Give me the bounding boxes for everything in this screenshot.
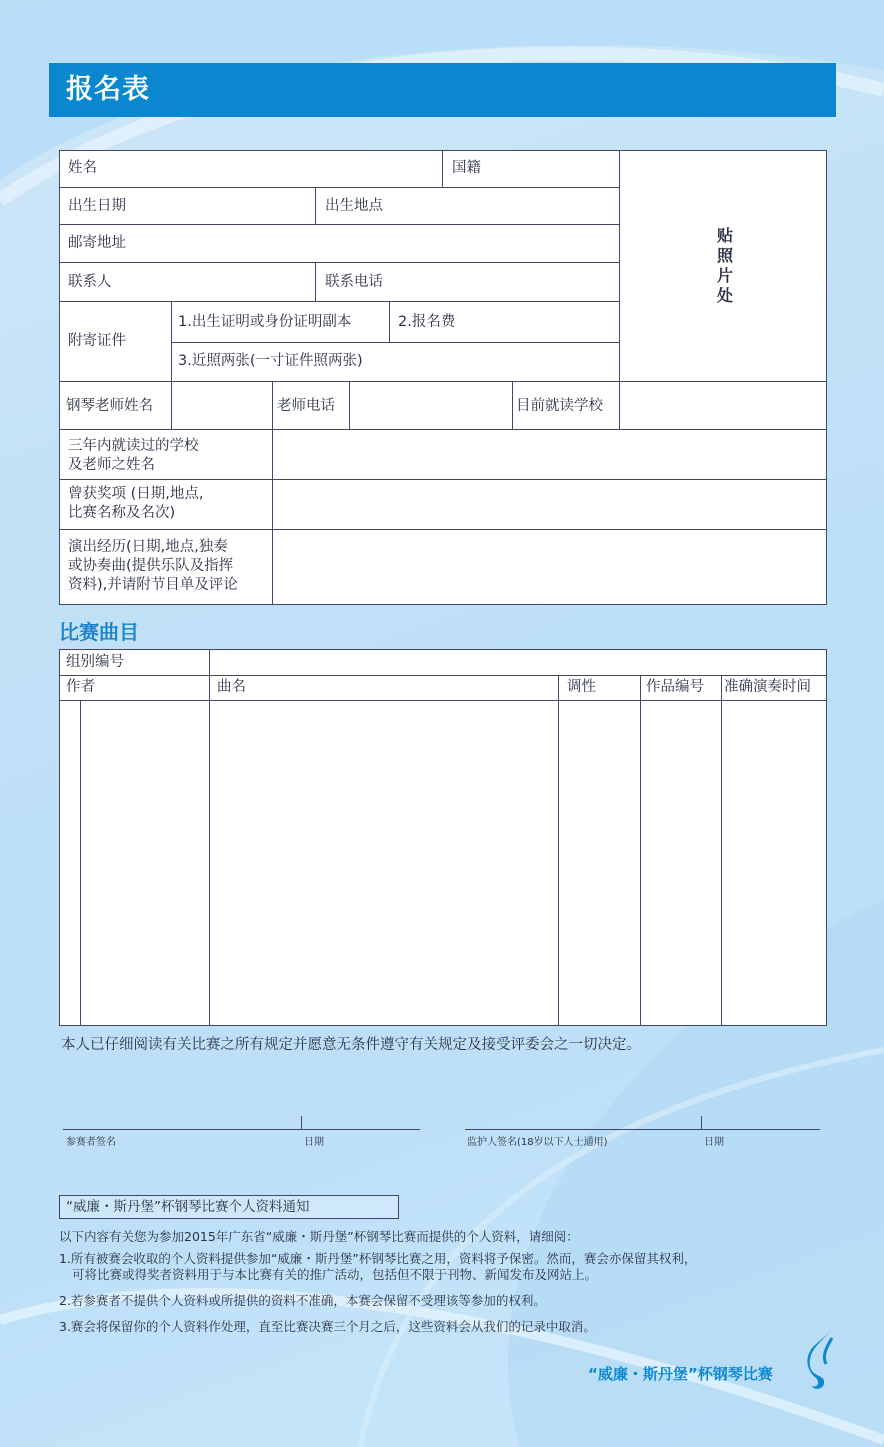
group-number-label: 组别编号	[66, 654, 124, 670]
participant-signature-label: 参赛者签名	[66, 1137, 116, 1148]
address-label: 邮寄地址	[68, 235, 126, 251]
form-divider	[512, 381, 513, 429]
form-divider	[272, 381, 273, 605]
birth-place-label: 出生地点	[325, 198, 383, 214]
competition-brand: “威廉・斯丹堡”杯钢琴比赛	[588, 1365, 773, 1383]
page-title: 报名表	[49, 63, 836, 117]
privacy-notice-intro: 以下内容有关您为参加2015年广东省“威廉・斯丹堡”杯钢琴比赛而提供的个人资料，请细阅：	[59, 1229, 579, 1244]
performances-label: 演出经历(日期,地点,独奏 或协奏曲(提供乐队及指挥 资料),并请附节目单及评论	[68, 539, 238, 593]
table-divider	[209, 649, 210, 1026]
duration-header: 准确演奏时间	[724, 679, 811, 695]
form-divider	[59, 429, 827, 430]
teacher-name-label: 钢琴老师姓名	[66, 398, 153, 414]
attachment-3-label: 3.近照两张(一寸证件照两张)	[178, 353, 363, 369]
guardian-signature-label: 监护人签名(18岁以下人士通用)	[467, 1137, 608, 1148]
registration-form	[59, 150, 827, 605]
form-divider	[349, 381, 350, 429]
table-divider	[59, 700, 827, 701]
repertoire-title: 比赛曲目	[59, 620, 139, 644]
contact-label: 联系人	[68, 274, 112, 290]
nationality-label: 国籍	[452, 160, 481, 176]
form-divider	[59, 301, 619, 302]
past-schools-label: 三年内就读过的学校 及老师之姓名	[68, 438, 199, 473]
privacy-notice-item-3: 3.赛会将保留你的个人资料作处理，直至比赛决赛三个月之后，这些资料会从我们的记录中取消。	[59, 1319, 596, 1334]
form-divider	[59, 262, 619, 263]
table-divider	[59, 675, 827, 676]
awards-label: 曾获奖项 (日期,地点, 比赛名称及名次)	[68, 486, 204, 521]
photo-placeholder-label: 贴照片处	[716, 226, 733, 305]
opus-header: 作品编号	[646, 679, 704, 695]
table-divider	[721, 675, 722, 1026]
key-header: 调性	[567, 679, 596, 695]
composer-header: 作者	[66, 679, 95, 695]
participant-date-label: 日期	[304, 1137, 324, 1148]
attachments-label: 附寄证件	[68, 333, 126, 349]
name-label: 姓名	[68, 160, 97, 176]
table-divider	[640, 675, 641, 1026]
form-divider	[59, 381, 827, 382]
table-divider	[80, 700, 81, 1026]
teacher-phone-label: 老师电话	[277, 398, 335, 414]
privacy-notice-title: “威廉・斯丹堡”杯钢琴比赛个人资料通知	[59, 1195, 399, 1219]
form-divider	[389, 301, 390, 342]
contact-phone-label: 联系电话	[325, 274, 383, 290]
form-divider	[171, 301, 172, 429]
attachment-2-label: 2.报名费	[398, 314, 456, 330]
attachment-1-label: 1.出生证明或身份证明副本	[178, 314, 352, 330]
form-divider	[59, 479, 827, 480]
form-divider	[59, 529, 827, 530]
current-school-label: 目前就读学校	[516, 398, 603, 414]
form-divider	[59, 224, 619, 225]
form-divider	[315, 187, 316, 224]
guardian-date-label: 日期	[704, 1137, 724, 1148]
privacy-notice-item-1-cont: 可将比赛或得奖者资料用于与本比赛有关的推广活动，包括但不限于刊物、新闻发布及网站上。	[72, 1267, 598, 1282]
piece-title-header: 曲名	[217, 679, 246, 695]
form-divider	[315, 262, 316, 301]
table-divider	[558, 675, 559, 1026]
form-divider	[619, 150, 620, 429]
music-note-logo-icon	[800, 1330, 840, 1392]
declaration-text: 本人已仔细阅读有关比赛之所有规定并愿意无条件遵守有关规定及接受评委会之一切决定。	[61, 1037, 641, 1053]
participant-signature-line	[63, 1129, 420, 1130]
birth-date-label: 出生日期	[68, 198, 126, 214]
signature-divider	[701, 1116, 702, 1130]
guardian-signature-line	[465, 1129, 820, 1130]
signature-divider	[301, 1116, 302, 1130]
form-divider	[442, 150, 443, 187]
repertoire-table	[59, 649, 827, 1026]
form-divider	[59, 187, 619, 188]
form-divider	[171, 342, 619, 343]
privacy-notice-item-2: 2.若参赛者不提供个人资料或所提供的资料不准确，本赛会保留不受理该等参加的权利。	[59, 1293, 546, 1308]
privacy-notice-item-1: 1.所有被赛会收取的个人资料提供参加“威廉・斯丹堡”杯钢琴比赛之用，资料将予保密。然而，赛会亦保留其权利，	[59, 1251, 697, 1266]
